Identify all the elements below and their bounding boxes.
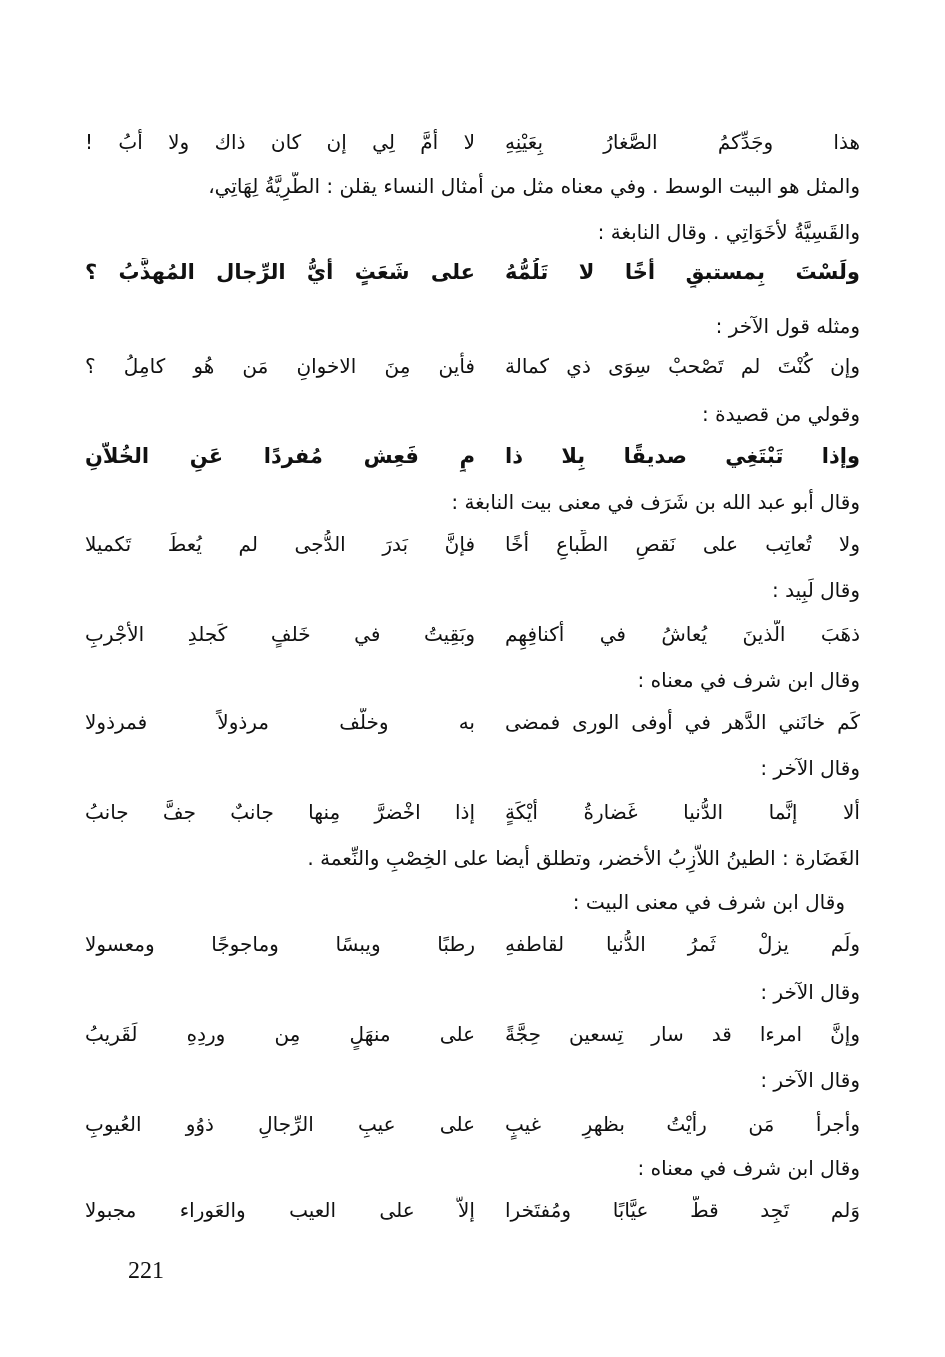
verse-line <box>85 708 860 738</box>
prose-line: والمثل هو البيت الوسط . وفي معناه مثل من أمثال النساء يقلن : الطَّرِيَّةُ لِهَاتِي، <box>208 174 860 198</box>
verse-second-hemistich: رطبًا ويبسًا وماجوجًا ومعسولا <box>85 932 475 956</box>
verse-first-hemistich: هذا وجَدِّكمُ الصَّغارُ بِعَيْنِهِ <box>505 130 860 154</box>
verse-second-hemistich: إذا اخْضرَّ مِنها جانبٌ جفَّ جانبُ <box>85 800 475 824</box>
verse-line <box>85 258 860 288</box>
verse-first-hemistich: ألا إنَّما الدُّنيا غَضارةُ أيْكَةٍ <box>505 800 860 824</box>
verse-second-hemistich: إلاَّ على العيب والعَوراء مجبولا <box>85 1198 475 1222</box>
verse-line <box>85 1196 860 1226</box>
verse-second-hemistich: على عيبِ الرِّجالِ ذوُو العُيوبِ <box>85 1112 475 1136</box>
prose-line: وقال لَبِيد : <box>772 578 860 602</box>
verse-line <box>85 930 860 960</box>
verse-line <box>85 530 860 560</box>
verse-line <box>85 620 860 650</box>
verse-first-hemistich: ولَم يزلْ ثَمرُ الدُّنيا لقاطفهِ <box>505 932 860 956</box>
prose-line: وقال ابن شرف في معناه : <box>637 1156 860 1180</box>
prose-line: وقال أبو عبد الله بن شَرَف في معنى بيت النابغة : <box>451 490 860 514</box>
prose-line: وقال الآخر : <box>760 1068 860 1092</box>
verse-first-hemistich: وأجرأ مَن رأيْتُ بظهرِ غيبٍ <box>505 1112 860 1136</box>
prose-line: الغَضَارة : الطينُ اللاَّزِبُ الأخضر، وتطلق أيضا على الخِصْبِ والنِّعمة . <box>307 846 860 870</box>
verse-line <box>85 1020 860 1050</box>
verse-first-hemistich: كَم خانَني الدَّهر في أوفى الورى فمضى <box>505 710 860 734</box>
verse-line <box>85 798 860 828</box>
prose-line: وقال الآخر : <box>760 980 860 1004</box>
verse-line <box>85 442 860 472</box>
verse-line <box>85 352 860 382</box>
verse-second-hemistich: على منهَلٍ مِن وردِهِ لَقَريبُ <box>85 1022 475 1046</box>
verse-first-hemistich: ولَسْتَ بِمستبقٍ أخًا لا تَلُمُّهُ <box>505 260 860 284</box>
prose-line: وقال ابن شرف في معناه : <box>637 668 860 692</box>
page-number: 221 <box>128 1258 164 1284</box>
prose-line: والقَسِيَّةُ لأخَوَاتِي . وقال النابغة : <box>597 220 860 244</box>
verse-first-hemistich: وإن كُنْتَ لم تَصْحبْ سِوَى ذي كمالة <box>505 354 860 378</box>
verse-first-hemistich: وَلم تَجِد قطُّ عيَّابًا ومُفتَخرا <box>505 1198 860 1222</box>
verse-second-hemistich: فإنَّ بَدرَ الدُّجى لم يُعطَ تَكميلا <box>85 532 475 556</box>
verse-second-hemistich: على شَعَثٍ أيُّ الرِّجال المُهذَّبُ ؟ <box>85 260 475 284</box>
verse-second-hemistich: مٍ فَعِش مُفردًا عَنِ الخُلاّنِ <box>85 444 475 468</box>
verse-second-hemistich: فأين مِنَ الاخوانِ مَن هُو كامِلُ ؟ <box>85 354 475 378</box>
verse-line <box>85 1110 860 1140</box>
verse-first-hemistich: وإذا تَبْتَغِي صديقًا بِلا ذا <box>505 444 860 468</box>
prose-line: وقال ابن شرف في معنى البيت : <box>572 890 845 914</box>
verse-first-hemistich: ولا تُعاتِب على نَقصِ الطِّباعِ أخًا <box>505 532 860 556</box>
verse-first-hemistich: ذهَبَ الَّذينَ يُعاشُ في أكنافِهِم <box>505 622 860 646</box>
verse-second-hemistich: لا أمَّ لِي إن كان ذاك ولا أبُ ! <box>85 130 475 154</box>
verse-second-hemistich: به وخلَّف مرذولاً فمرذولا <box>85 710 475 734</box>
prose-line: ومثله قول الآخر : <box>715 314 860 338</box>
verse-second-hemistich: وبَقِيتُ في خَلفٍ كَجلدِ الأجْربِ <box>85 622 475 646</box>
verse-first-hemistich: وإنَّ امرءا قد سار تِسعين حِجَّةً <box>505 1022 860 1046</box>
prose-line: وقولي من قصيدة : <box>702 402 860 426</box>
verse-line <box>85 128 860 158</box>
prose-line: وقال الآخر : <box>760 756 860 780</box>
